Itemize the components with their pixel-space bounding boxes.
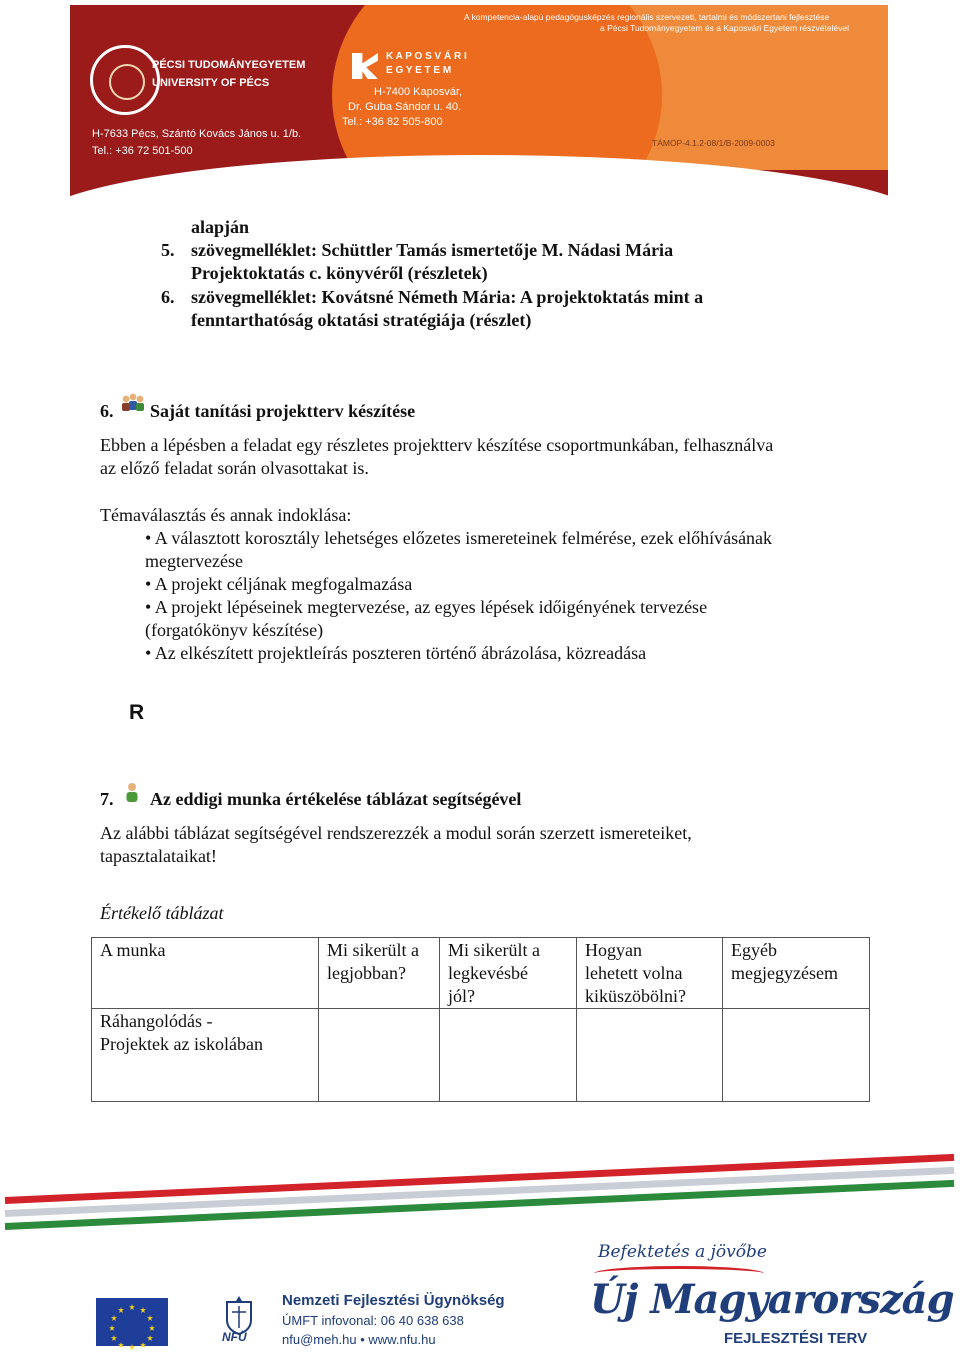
- table-cell-empty[interactable]: [723, 1009, 870, 1102]
- table-cell: [92, 1009, 319, 1102]
- table-header-cell: [92, 938, 319, 1009]
- bullet-item: • Az elkészített projektleírás poszteren történő ábrázolása, közreadása: [145, 643, 647, 663]
- pte-name-hu: PÉCSI TUDOMÁNYEGYETEM: [152, 59, 306, 71]
- cell-line: Mi sikerült a: [327, 940, 419, 960]
- table-cell-empty[interactable]: [577, 1009, 723, 1102]
- cell-line: legkevésbé: [448, 963, 528, 983]
- cell-line: Egyéb: [731, 940, 777, 960]
- evaluation-table: [91, 937, 870, 1102]
- university-seal-icon: [90, 45, 160, 115]
- brand-main: Új Magyarország: [590, 1276, 954, 1323]
- topic-heading: Témaválasztás és annak indoklása:: [100, 505, 352, 525]
- ke-address-line2: Dr. Guba Sándor u. 40.: [348, 101, 462, 113]
- ke-phone: Tel.: +36 82 505-800: [342, 116, 443, 128]
- eu-flag-icon: [96, 1298, 168, 1346]
- table-header-row: [92, 938, 870, 1009]
- bullet-item: • A választott korosztály lehetséges előzetes ismereteinek felmérése, ezek előhívásának: [145, 528, 773, 548]
- section6-paragraph-line: Ebben a lépésben a feladat egy részletes projektterv készítése csoportmunkában, felhasználva: [100, 435, 774, 455]
- stray-marker: R: [129, 701, 145, 724]
- cell-line: kiküszöbölni?: [585, 986, 686, 1006]
- section7-number: 7.: [100, 789, 114, 809]
- intro-item-number: 6.: [161, 287, 175, 307]
- table-caption: Értékelő táblázat: [100, 903, 224, 923]
- section6-title: Saját tanítási projektterv készítése: [150, 401, 416, 421]
- cell-line: Ráhangolódás -: [100, 1011, 213, 1031]
- person-icon: [124, 782, 140, 804]
- bullet-item-continuation: megtervezése: [145, 551, 243, 571]
- intro-item-line: Projektoktatás c. könyvéről (részletek): [191, 263, 488, 283]
- table-header-cell: [319, 938, 440, 1009]
- table-header-cell: [577, 938, 723, 1009]
- section7-paragraph-line: tapasztalataikat!: [100, 846, 217, 866]
- header-banner: [70, 5, 888, 213]
- intro-item-line: szövegmelléklet: Schüttler Tamás ismertetője M. Nádasi Mária: [191, 240, 674, 260]
- bullet-item: • A projekt céljának megfogalmazása: [145, 574, 413, 594]
- brand-sub: FEJLESZTÉSI TERV: [724, 1330, 868, 1347]
- intro-continued-line: alapján: [191, 217, 250, 237]
- cell-line: jól?: [448, 986, 475, 1006]
- agency-infoline: ÚMFT infovonal: 06 40 638 638: [282, 1313, 464, 1328]
- intro-item-line: szövegmelléklet: Kovátsné Németh Mária: A projektoktatás mint a: [191, 287, 704, 307]
- cell-line: megjegyzésem: [731, 963, 838, 983]
- cell-line: A munka: [100, 940, 166, 960]
- group-of-people-icon: [120, 393, 146, 415]
- table-row: [92, 1009, 870, 1102]
- ke-address-line1: H-7400 Kaposvár,: [374, 86, 463, 98]
- ke-name-line1: K A P O S V Á R I: [386, 51, 467, 62]
- intro-item-number: 5.: [161, 240, 175, 260]
- footer-slogan: Befektetés a jövőbe: [598, 1242, 767, 1262]
- table-cell-empty[interactable]: [319, 1009, 440, 1102]
- pte-name-en: UNIVERSITY OF PÉCS: [152, 77, 270, 89]
- bullet-item: • A projekt lépéseinek megtervezése, az egyes lépések időigényének tervezése: [145, 597, 708, 617]
- section6-paragraph-line: az előző feladat során olvasottakat is.: [100, 458, 369, 478]
- cell-line: Hogyan: [585, 940, 642, 960]
- project-code: TÁMOP-4.1.2-08/1/B-2009-0003: [652, 138, 775, 148]
- cell-line: Projektek az iskolában: [100, 1034, 263, 1054]
- agency-contact[interactable]: nfu@meh.hu • www.nfu.hu: [282, 1332, 436, 1347]
- ke-name-line2: E G Y E T E M: [386, 65, 452, 76]
- header-tagline-line1: A kompetencia-alapú pedagógusképzés regionális szervezeti, tartalmi és módszertani fejlesztése: [464, 12, 830, 22]
- intro-item-line: fenntarthatóság oktatási stratégiája (részlet): [191, 310, 532, 330]
- bullet-item-continuation: (forgatókönyv készítése): [145, 620, 324, 640]
- section6-number: 6.: [100, 401, 114, 421]
- cell-line: legjobban?: [327, 963, 406, 983]
- section7-paragraph-line: Az alábbi táblázat segítségével rendszerezzék a modul során szerzett ismereteiket,: [100, 823, 692, 843]
- cell-line: Mi sikerült a: [448, 940, 540, 960]
- table-cell-empty[interactable]: [440, 1009, 577, 1102]
- pte-phone: Tel.: +36 72 501-500: [92, 145, 193, 157]
- pte-address: H-7633 Pécs, Szántó Kovács János u. 1/b.: [92, 128, 302, 140]
- nfu-abbrev: NFÜ: [222, 1330, 247, 1344]
- table-header-cell: [723, 938, 870, 1009]
- header-tagline-line2: a Pécsi Tudományegyetem és a Kaposvári Egyetem részvételével: [600, 23, 849, 33]
- table-header-cell: [440, 938, 577, 1009]
- agency-name: Nemzeti Fejlesztési Ügynökség: [282, 1292, 505, 1309]
- cell-line: lehetett volna: [585, 963, 683, 983]
- section7-title: Az eddigi munka értékelése táblázat segítségével: [150, 789, 522, 809]
